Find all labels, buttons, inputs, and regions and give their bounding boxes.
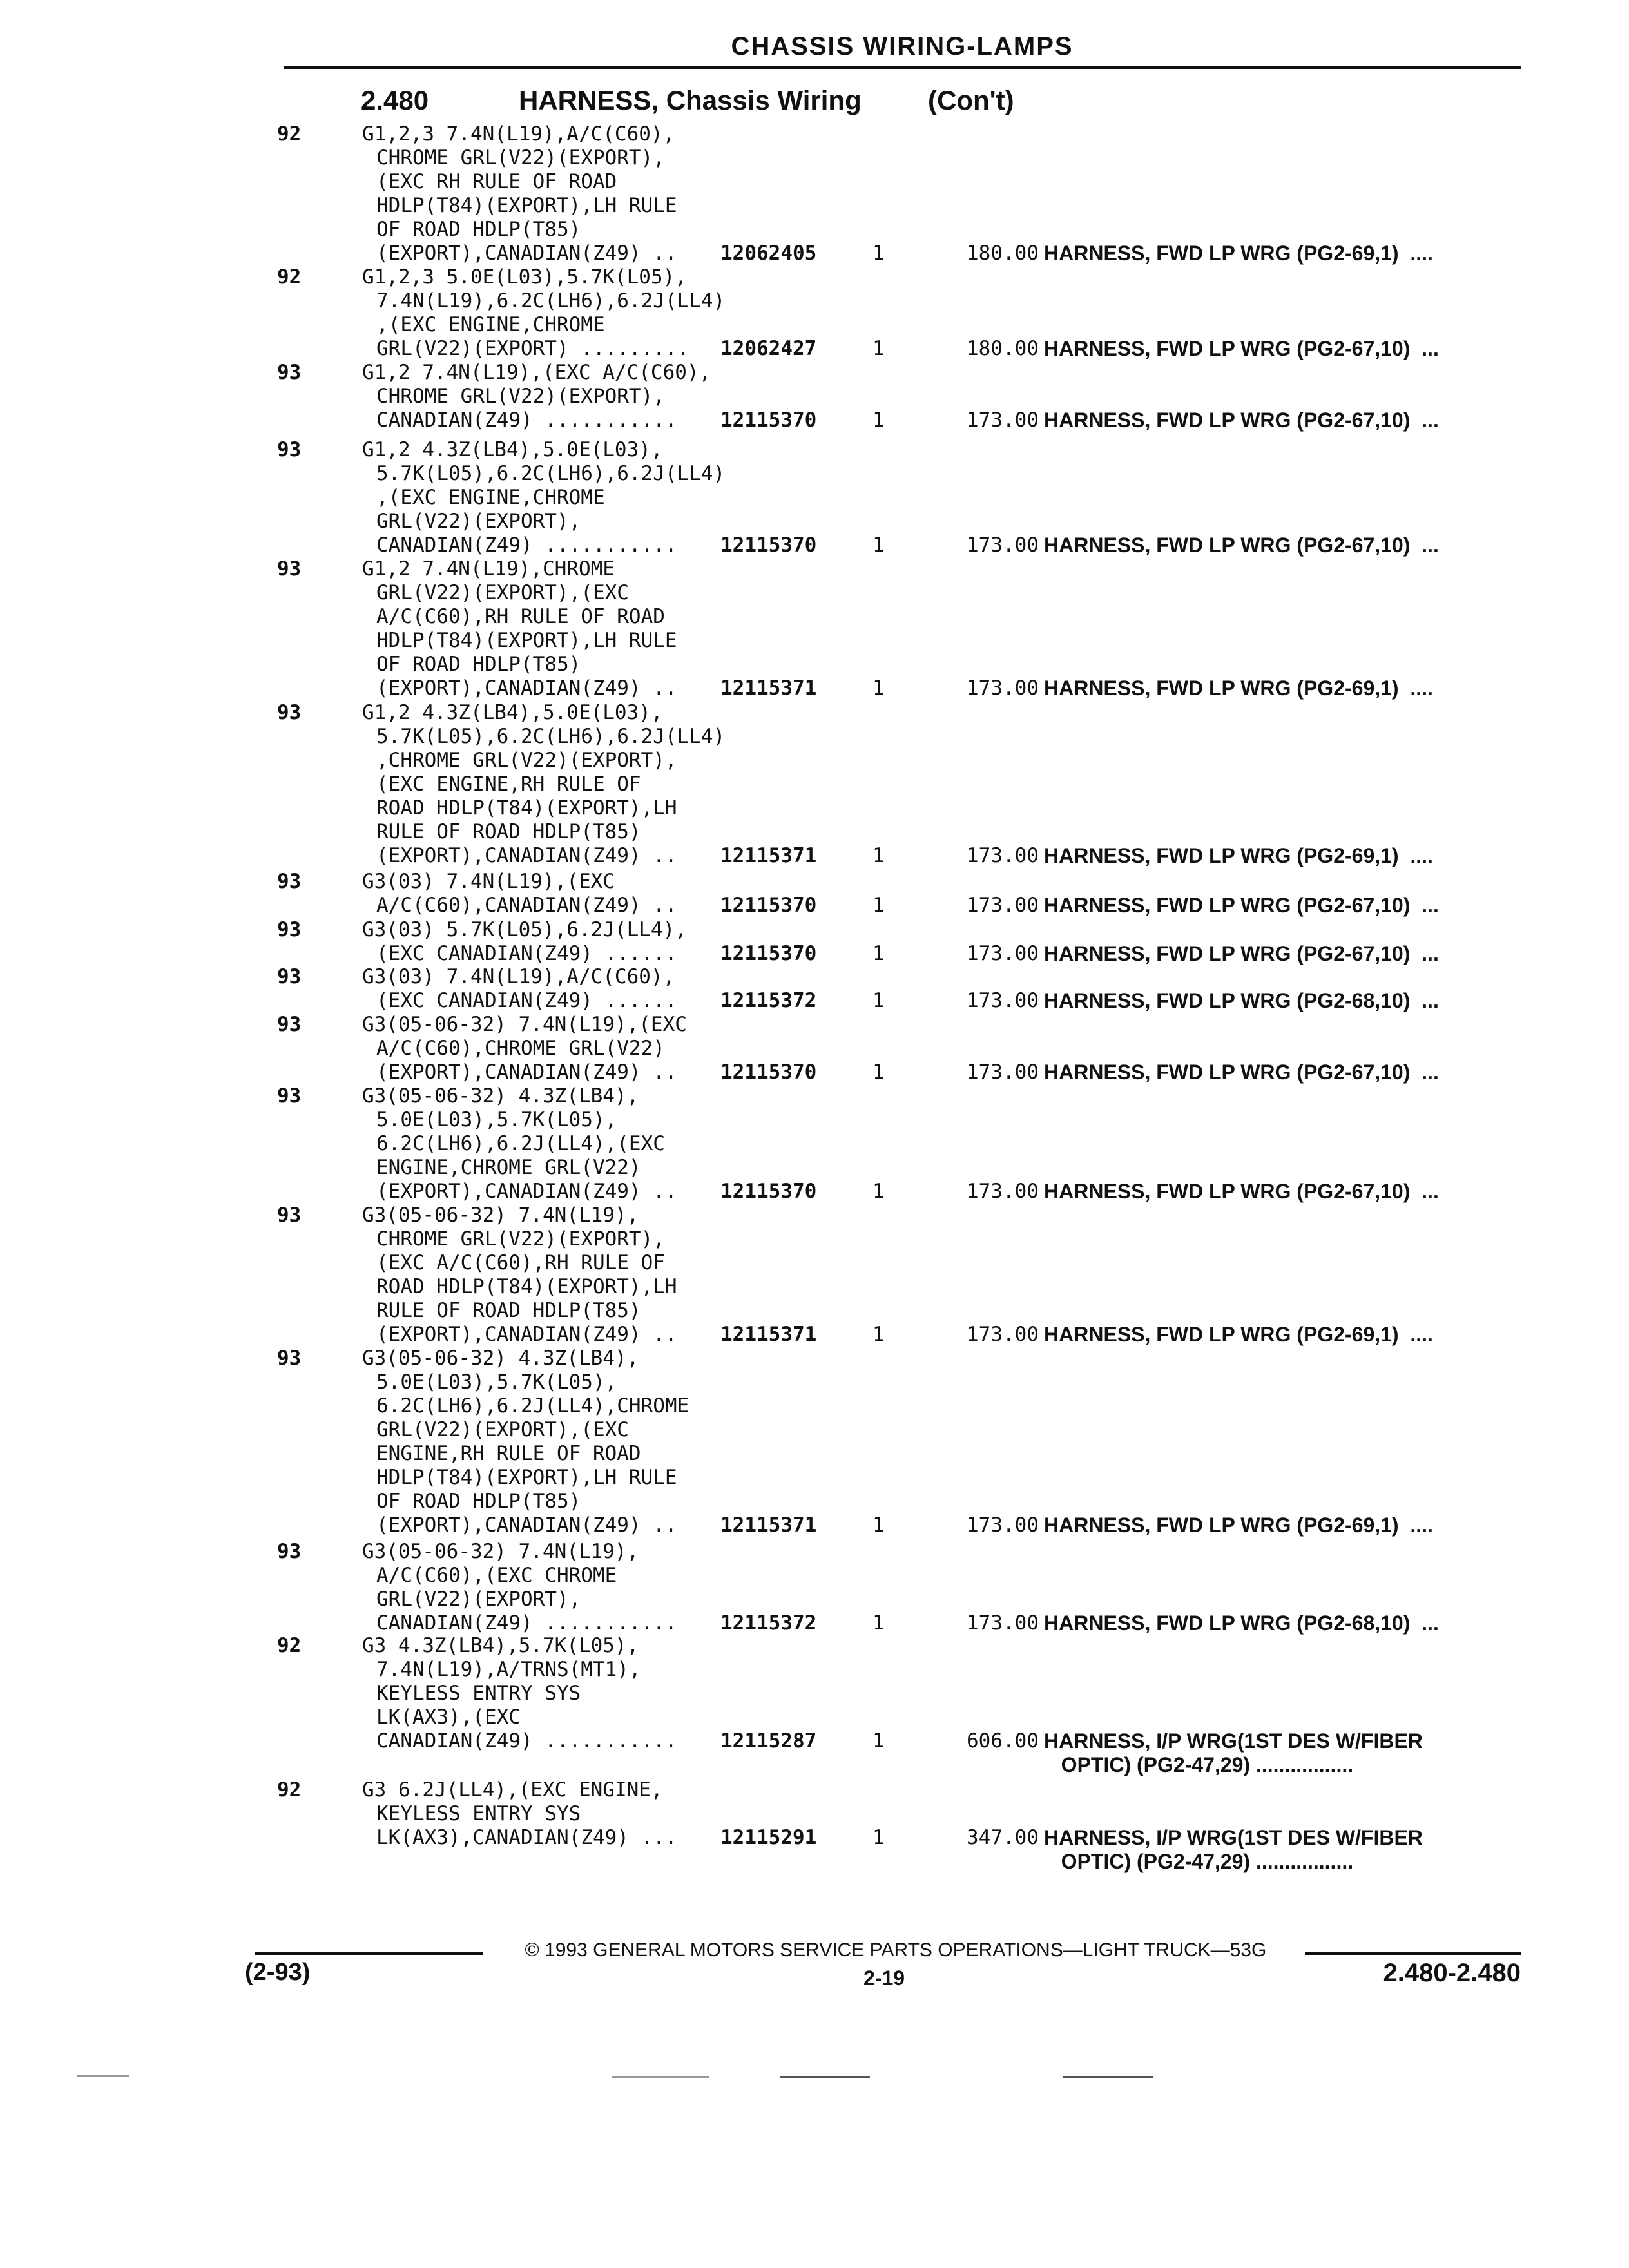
page-header-title: CHASSIS WIRING-LAMPS	[731, 32, 1074, 61]
part-entry	[277, 1084, 1521, 1204]
description-line: G3(03) 5.7K(L05),6.2J(LL4),	[362, 918, 687, 941]
description-line: LK(AX3),CANADIAN(Z49) ...	[376, 1826, 677, 1849]
part-number: 12062427	[720, 337, 817, 360]
part-name: HARNESS, FWD LP WRG (PG2-67,10) ...	[1044, 533, 1439, 557]
description-line: G3(03) 7.4N(L19),A/C(C60),	[362, 965, 675, 988]
usage-description	[362, 1204, 990, 1347]
description-line: A/C(C60),RH RULE OF ROAD	[376, 605, 665, 628]
part-entry	[277, 918, 1521, 966]
ref-number: 93	[277, 438, 302, 461]
footer-rule-right	[1305, 1952, 1521, 1955]
description-line: ROAD HDLP(T84)(EXPORT),LH	[376, 796, 677, 820]
part-name: HARNESS, FWD LP WRG (PG2-67,10) ...	[1044, 408, 1439, 432]
part-name: HARNESS, FWD LP WRG (PG2-67,10) ...	[1044, 1061, 1439, 1084]
part-entry	[277, 122, 1521, 265]
description-line: HDLP(T84)(EXPORT),LH RULE	[376, 194, 677, 217]
part-number: 12115371	[720, 844, 817, 867]
ref-number: 93	[277, 1204, 302, 1227]
part-name: HARNESS, FWD LP WRG (PG2-69,1) ....	[1044, 844, 1433, 867]
price: 173.00	[967, 408, 1039, 432]
usage-description	[362, 1778, 990, 1850]
description-line: (EXC A/C(C60),RH RULE OF	[376, 1251, 665, 1274]
part-name: OPTIC) (PG2-47,29) .................	[1044, 1850, 1354, 1873]
quantity: 1	[872, 408, 885, 432]
usage-description	[362, 918, 990, 966]
description-line: OF ROAD HDLP(T85)	[376, 1490, 581, 1513]
description-line: 5.0E(L03),5.7K(L05),	[376, 1370, 617, 1394]
scan-mark	[1063, 2076, 1153, 2078]
ref-number: 93	[277, 918, 302, 941]
part-entry	[277, 557, 1521, 700]
scan-mark	[612, 2076, 709, 2078]
description-line: ,(EXC ENGINE,CHROME	[376, 486, 605, 509]
quantity: 1	[872, 1061, 885, 1084]
part-number: 12115370	[720, 942, 817, 965]
description-line: ENGINE,RH RULE OF ROAD	[376, 1442, 641, 1465]
ref-number: 93	[277, 1540, 302, 1563]
ref-number: 93	[277, 701, 302, 724]
description-line: ENGINE,CHROME GRL(V22)	[376, 1156, 641, 1179]
part-number: 12115372	[720, 1611, 817, 1635]
part-number: 12115370	[720, 408, 817, 432]
part-number: 12115370	[720, 894, 817, 917]
usage-description	[362, 122, 990, 265]
part-entry	[277, 870, 1521, 918]
part-entry	[277, 965, 1521, 1013]
description-line: G3(05-06-32) 4.3Z(LB4),	[362, 1084, 639, 1108]
part-number: 12115370	[720, 1180, 817, 1203]
quantity: 1	[872, 1180, 885, 1203]
description-line: CANADIAN(Z49) ...........	[376, 1729, 677, 1753]
part-entry	[277, 438, 1521, 557]
header-rule	[284, 66, 1521, 69]
usage-description	[362, 1540, 990, 1635]
price: 173.00	[967, 989, 1039, 1012]
ref-number: 92	[277, 1778, 302, 1802]
ref-number: 92	[277, 265, 302, 289]
description-line: CHROME GRL(V22)(EXPORT),	[376, 1227, 665, 1251]
description-line: 6.2C(LH6),6.2J(LL4),(EXC	[376, 1132, 665, 1155]
part-entry	[277, 1204, 1521, 1347]
description-line: G1,2 4.3Z(LB4),5.0E(L03),	[362, 701, 663, 724]
description-line: G3 4.3Z(LB4),5.7K(L05),	[362, 1634, 639, 1657]
part-entry	[277, 1347, 1521, 1537]
quantity: 1	[872, 942, 885, 965]
part-name: HARNESS, FWD LP WRG (PG2-69,1) ....	[1044, 1323, 1433, 1346]
price: 180.00	[967, 242, 1039, 265]
footer-page-number: 2-19	[863, 1966, 905, 1990]
part-number: 12115372	[720, 989, 817, 1012]
part-name: HARNESS, FWD LP WRG (PG2-69,1) ....	[1044, 677, 1433, 700]
quantity: 1	[872, 1826, 885, 1849]
part-name: HARNESS, FWD LP WRG (PG2-69,1) ....	[1044, 242, 1433, 265]
footer-section-range: 2.480-2.480	[1383, 1959, 1521, 1987]
description-line: RULE OF ROAD HDLP(T85)	[376, 820, 641, 843]
description-line: KEYLESS ENTRY SYS	[376, 1802, 581, 1825]
usage-description	[362, 1013, 990, 1084]
quantity: 1	[872, 1611, 885, 1635]
footer-date: (2-93)	[245, 1959, 311, 1986]
price: 173.00	[967, 1323, 1039, 1346]
part-entry	[277, 1540, 1521, 1635]
usage-description	[362, 1084, 990, 1204]
quantity: 1	[872, 894, 885, 917]
description-line: 6.2C(LH6),6.2J(LL4),CHROME	[376, 1394, 689, 1418]
part-name: HARNESS, FWD LP WRG (PG2-67,10) ...	[1044, 942, 1439, 965]
description-line: CANADIAN(Z49) ...........	[376, 533, 677, 557]
description-line: GRL(V22)(EXPORT),(EXC	[376, 1418, 629, 1441]
description-line: OF ROAD HDLP(T85)	[376, 653, 581, 676]
description-line: GRL(V22)(EXPORT),	[376, 1588, 581, 1611]
description-line: (EXPORT),CANADIAN(Z49) ..	[376, 1323, 677, 1346]
price: 606.00	[967, 1729, 1039, 1753]
description-line: ROAD HDLP(T84)(EXPORT),LH	[376, 1275, 677, 1298]
description-line: HDLP(T84)(EXPORT),LH RULE	[376, 1466, 677, 1489]
description-line: (EXPORT),CANADIAN(Z49) ..	[376, 1514, 677, 1537]
price: 180.00	[967, 337, 1039, 360]
ref-number: 93	[277, 557, 302, 581]
description-line: GRL(V22)(EXPORT) .........	[376, 337, 689, 360]
part-entry	[277, 1013, 1521, 1084]
ref-number: 93	[277, 1013, 302, 1036]
part-number: 12115371	[720, 1323, 817, 1346]
description-line: 5.7K(L05),6.2C(LH6),6.2J(LL4)	[376, 462, 726, 485]
description-line: ,(EXC ENGINE,CHROME	[376, 313, 605, 336]
quantity: 1	[872, 1323, 885, 1346]
quantity: 1	[872, 1729, 885, 1753]
description-line: G3(03) 7.4N(L19),(EXC	[362, 870, 615, 893]
part-name: HARNESS, FWD LP WRG (PG2-69,1) ....	[1044, 1514, 1433, 1537]
footer-copyright: © 1993 GENERAL MOTORS SERVICE PARTS OPERATIONS—LIGHT TRUCK—53G	[525, 1939, 1267, 1961]
description-line: 7.4N(L19),6.2C(LH6),6.2J(LL4)	[376, 289, 726, 312]
price: 173.00	[967, 894, 1039, 917]
description-line: (EXPORT),CANADIAN(Z49) ..	[376, 1180, 677, 1203]
part-number: 12062405	[720, 242, 817, 265]
part-name: HARNESS, FWD LP WRG (PG2-67,10) ...	[1044, 1180, 1439, 1203]
part-number: 12115371	[720, 1514, 817, 1537]
description-line: CANADIAN(Z49) ...........	[376, 408, 677, 432]
section-title: HARNESS, Chassis Wiring	[519, 85, 862, 115]
price: 173.00	[967, 1180, 1039, 1203]
quantity: 1	[872, 1514, 885, 1537]
part-entry	[277, 1634, 1521, 1776]
quantity: 1	[872, 844, 885, 867]
usage-description	[362, 701, 990, 868]
description-line: G1,2,3 7.4N(L19),A/C(C60),	[362, 122, 675, 146]
description-line: GRL(V22)(EXPORT),	[376, 510, 581, 533]
ref-number: 93	[277, 361, 302, 384]
usage-description	[362, 361, 990, 432]
description-line: ,CHROME GRL(V22)(EXPORT),	[376, 749, 677, 772]
part-number: 12115370	[720, 533, 817, 557]
description-line: CHROME GRL(V22)(EXPORT),	[376, 146, 665, 169]
usage-description	[362, 1347, 990, 1537]
part-entry	[277, 265, 1521, 361]
ref-number: 93	[277, 1084, 302, 1108]
scan-mark	[780, 2076, 870, 2078]
usage-description	[362, 1634, 990, 1753]
description-line: 5.7K(L05),6.2C(LH6),6.2J(LL4)	[376, 725, 726, 748]
part-name: HARNESS, I/P WRG(1ST DES W/FIBER	[1044, 1826, 1423, 1849]
price: 173.00	[967, 1514, 1039, 1537]
usage-description	[362, 557, 990, 700]
part-number: 12115371	[720, 677, 817, 700]
description-line: A/C(C60),CANADIAN(Z49) ..	[376, 894, 677, 917]
description-line: (EXPORT),CANADIAN(Z49) ..	[376, 677, 677, 700]
section-number: 2.480	[361, 85, 429, 115]
description-line: GRL(V22)(EXPORT),(EXC	[376, 581, 629, 604]
usage-description	[362, 265, 990, 361]
usage-description	[362, 870, 990, 918]
quantity: 1	[872, 337, 885, 360]
description-line: OF ROAD HDLP(T85)	[376, 218, 581, 241]
price: 173.00	[967, 942, 1039, 965]
description-line: (EXPORT),CANADIAN(Z49) ..	[376, 1061, 677, 1084]
part-name: HARNESS, FWD LP WRG (PG2-67,10) ...	[1044, 337, 1439, 360]
quantity: 1	[872, 242, 885, 265]
description-line: (EXPORT),CANADIAN(Z49) ..	[376, 844, 677, 867]
description-line: G1,2 7.4N(L19),CHROME	[362, 557, 615, 581]
description-line: RULE OF ROAD HDLP(T85)	[376, 1299, 641, 1322]
description-line: G3(05-06-32) 7.4N(L19),(EXC	[362, 1013, 687, 1036]
usage-description	[362, 965, 990, 1013]
description-line: KEYLESS ENTRY SYS	[376, 1682, 581, 1705]
price: 173.00	[967, 677, 1039, 700]
ref-number: 93	[277, 1347, 302, 1370]
description-line: CHROME GRL(V22)(EXPORT),	[376, 385, 665, 408]
quantity: 1	[872, 989, 885, 1012]
description-line: LK(AX3),(EXC	[376, 1706, 521, 1729]
part-entry	[277, 701, 1521, 868]
part-number: 12115370	[720, 1061, 817, 1084]
part-entry	[277, 361, 1521, 432]
description-line: CANADIAN(Z49) ...........	[376, 1611, 677, 1635]
usage-description	[362, 438, 990, 557]
price: 347.00	[967, 1826, 1039, 1849]
price: 173.00	[967, 1611, 1039, 1635]
price: 173.00	[967, 844, 1039, 867]
description-line: G1,2 4.3Z(LB4),5.0E(L03),	[362, 438, 663, 461]
description-line: G1,2,3 5.0E(L03),5.7K(L05),	[362, 265, 687, 289]
part-name: HARNESS, I/P WRG(1ST DES W/FIBER	[1044, 1729, 1423, 1753]
quantity: 1	[872, 677, 885, 700]
description-line: 7.4N(L19),A/TRNS(MT1),	[376, 1658, 641, 1681]
description-line: G3 6.2J(LL4),(EXC ENGINE,	[362, 1778, 663, 1802]
part-name: HARNESS, FWD LP WRG (PG2-67,10) ...	[1044, 894, 1439, 917]
ref-number: 93	[277, 965, 302, 988]
description-line: HDLP(T84)(EXPORT),LH RULE	[376, 629, 677, 652]
price: 173.00	[967, 1061, 1039, 1084]
part-name: HARNESS, FWD LP WRG (PG2-68,10) ...	[1044, 1611, 1439, 1635]
description-line: G3(05-06-32) 7.4N(L19),	[362, 1540, 639, 1563]
description-line: (EXC ENGINE,RH RULE OF	[376, 773, 641, 796]
part-name: HARNESS, FWD LP WRG (PG2-68,10) ...	[1044, 989, 1439, 1012]
description-line: (EXC CANADIAN(Z49) ......	[376, 989, 677, 1012]
ref-number: 93	[277, 870, 302, 893]
price: 173.00	[967, 533, 1039, 557]
description-line: (EXC CANADIAN(Z49) ......	[376, 942, 677, 965]
ref-number: 92	[277, 122, 302, 146]
description-line: (EXC RH RULE OF ROAD	[376, 170, 617, 193]
description-line: A/C(C60),(EXC CHROME	[376, 1564, 617, 1587]
footer-rule-left	[255, 1952, 483, 1955]
part-number: 12115291	[720, 1826, 817, 1849]
description-line: A/C(C60),CHROME GRL(V22)	[376, 1037, 665, 1060]
quantity: 1	[872, 533, 885, 557]
description-line: G3(05-06-32) 7.4N(L19),	[362, 1204, 639, 1227]
part-number: 12115287	[720, 1729, 817, 1753]
ref-number: 92	[277, 1634, 302, 1657]
description-line: G1,2 7.4N(L19),(EXC A/C(C60),	[362, 361, 711, 384]
part-entry	[277, 1778, 1521, 1873]
scan-mark	[77, 2075, 129, 2077]
part-name: OPTIC) (PG2-47,29) .................	[1044, 1753, 1354, 1776]
description-line: 5.0E(L03),5.7K(L05),	[376, 1108, 617, 1131]
description-line: G3(05-06-32) 4.3Z(LB4),	[362, 1347, 639, 1370]
description-line: (EXPORT),CANADIAN(Z49) ..	[376, 242, 677, 265]
section-continued: (Con't)	[928, 85, 1014, 115]
